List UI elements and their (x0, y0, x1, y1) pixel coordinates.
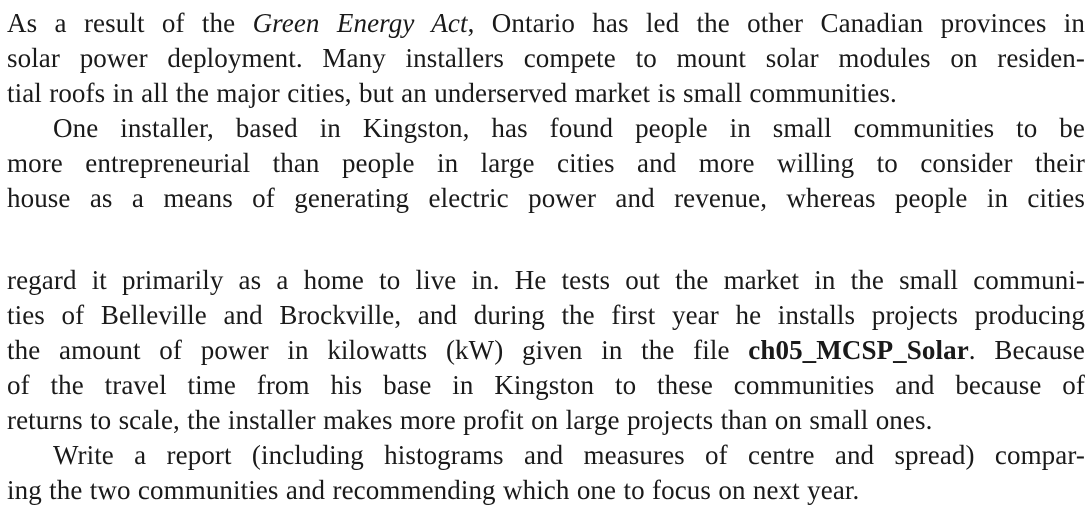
text-line (7, 298, 1085, 332)
text-run: Write a report (including histograms and measures of centre and spread) compar- (53, 440, 1085, 470)
file-name: ch05_MCSP_Solar (748, 335, 969, 365)
text-run: the amount of power in kilowatts (kW) given in the file (7, 335, 749, 365)
text-line (7, 473, 1085, 507)
text-line (7, 111, 1085, 145)
text-line (7, 263, 1085, 297)
act-title: Green Energy Act (252, 8, 468, 38)
text-run: , Ontario has led the other Canadian provinces in (467, 8, 1085, 38)
text-run: house as a means of generating electric power and revenue, whereas people in cities (7, 183, 1085, 213)
text-line (7, 41, 1085, 75)
text-run: solar power deployment. Many installers compete to mount solar modules on residen- (7, 43, 1085, 73)
text-run: ing the two communities and recommending which one to focus on next year. (7, 475, 860, 505)
text-line (7, 438, 1085, 472)
text-run: . Because (968, 335, 1086, 365)
text-line (7, 146, 1085, 180)
text-run: returns to scale, the installer makes more profit on large projects than on small ones. (7, 405, 933, 435)
text-run: more entrepreneurial than people in large cities and more willing to consider their (7, 148, 1085, 178)
text-line (7, 76, 1085, 110)
text-run: of the travel time from his base in Kingston to these communities and because of (7, 370, 1085, 400)
text-line (7, 368, 1085, 402)
text-line (7, 333, 1085, 367)
text-line (7, 181, 1085, 215)
text-line (7, 6, 1085, 40)
text-run: tial roofs in all the major cities, but an underserved market is small communities. (7, 78, 897, 108)
text-run: regard it primarily as a home to live in. He tests out the market in the small communi- (7, 265, 1085, 295)
text-run: ties of Belleville and Brockville, and during the first year he installs projects producing (7, 300, 1085, 330)
text-line (7, 403, 1085, 437)
text-run: One installer, based in Kingston, has found people in small communities to be (53, 113, 1085, 143)
text-run: As a result of the (7, 8, 253, 38)
